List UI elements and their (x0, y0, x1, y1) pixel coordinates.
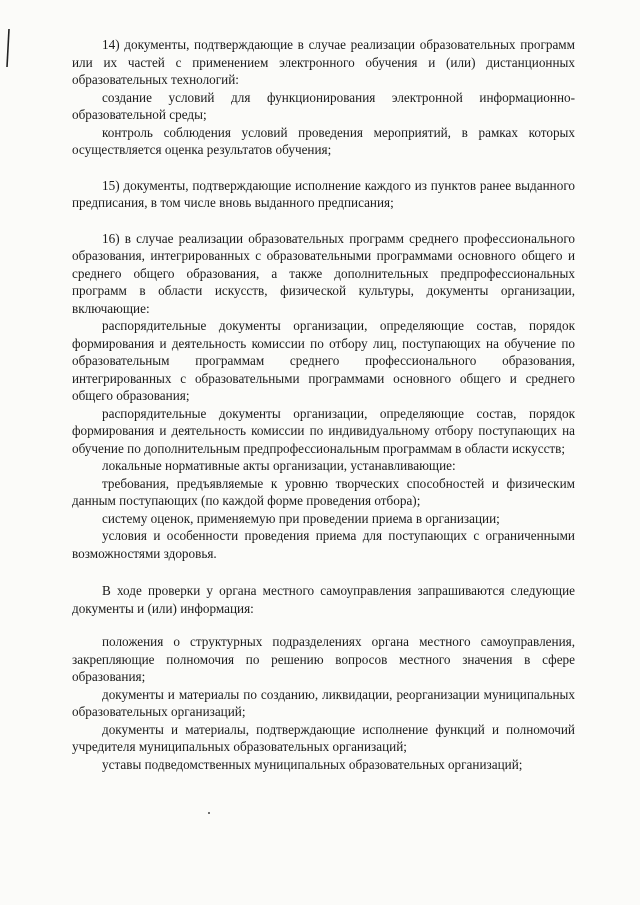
document-page (72, 36, 575, 773)
paragraph-requirements: требования, предъявляемые к уровню творческих способностей и физическим данным поступающих (по каждой форме проведения отбора); (72, 475, 575, 508)
margin-pen-stroke (6, 28, 10, 68)
paragraph-structural-divisions: положения о структурных подразделениях органа местного самоуправления, закрепляющие полномочия по решению вопросов местного значения в сфере образования; (72, 634, 575, 684)
paragraph-control-conditions: контроль соблюдения условий проведения мероприятий, в рамках которых осуществляется оценка результатов обучения; (72, 124, 575, 157)
page-mark-dot (208, 812, 210, 814)
paragraph-item-14: 14) документы, подтверждающие в случае реализации образовательных программ или их частей с применением электронного обучения и (или) дистанционных образовательных технологий: (72, 37, 575, 87)
paragraph-founder-functions: документы и материалы, подтверждающие исполнение функций и полномочий учредителя муниципальных образовательных организаций; (72, 721, 575, 754)
paragraph-grading-system: систему оценок, применяемую при проведении приема в организации; (102, 510, 500, 526)
paragraph-item-16: 16) в случае реализации образовательных программ среднего профессионального образования, интегрированных с образовательными программами основного общего и среднего общего образования, а также дополнительных предпрофессиональных программ в области искусств, физической культуры, документы организации, включающие: (72, 230, 575, 316)
paragraph-creation-liquidation: документы и материалы по созданию, ликвидации, реорганизации муниципальных образовательных организаций; (72, 686, 575, 719)
paragraph-item-15: 15) документы, подтверждающие исполнение каждого из пунктов ранее выданного предписания, в том числе вновь выданного предписания; (72, 177, 575, 210)
paragraph-municipal-intro: В ходе проверки у органа местного самоуправления запрашиваются следующие документы и (или) информация: (72, 583, 575, 616)
paragraph-selection-commission: распорядительные документы организации, определяющие состав, порядок формирования и деятельность комиссии по отбору лиц, поступающих на обучение по образовательным программам среднего профессионального образования, интегрированных с образовательными программами основного общего и среднего общего образования; (72, 318, 575, 403)
paragraph-electronic-environment: создание условий для функционирования электронной информационно-образовательной среды; (72, 89, 575, 122)
paragraph-local-acts: локальные нормативные акты организации, устанавливающие: (102, 458, 456, 473)
paragraph-admission-conditions: условия и особенности проведения приема для поступающих с ограниченными возможностями здоровья. (72, 528, 575, 561)
paragraph-charters: уставы подведомственных муниципальных образовательных организаций; (102, 756, 523, 772)
paragraph-individual-selection: распорядительные документы организации, определяющие состав, порядок формирования и деятельность комиссии по индивидуальному отбору поступающих на обучение по дополнительным предпрофессиональным программам в области искусств; (72, 405, 575, 456)
